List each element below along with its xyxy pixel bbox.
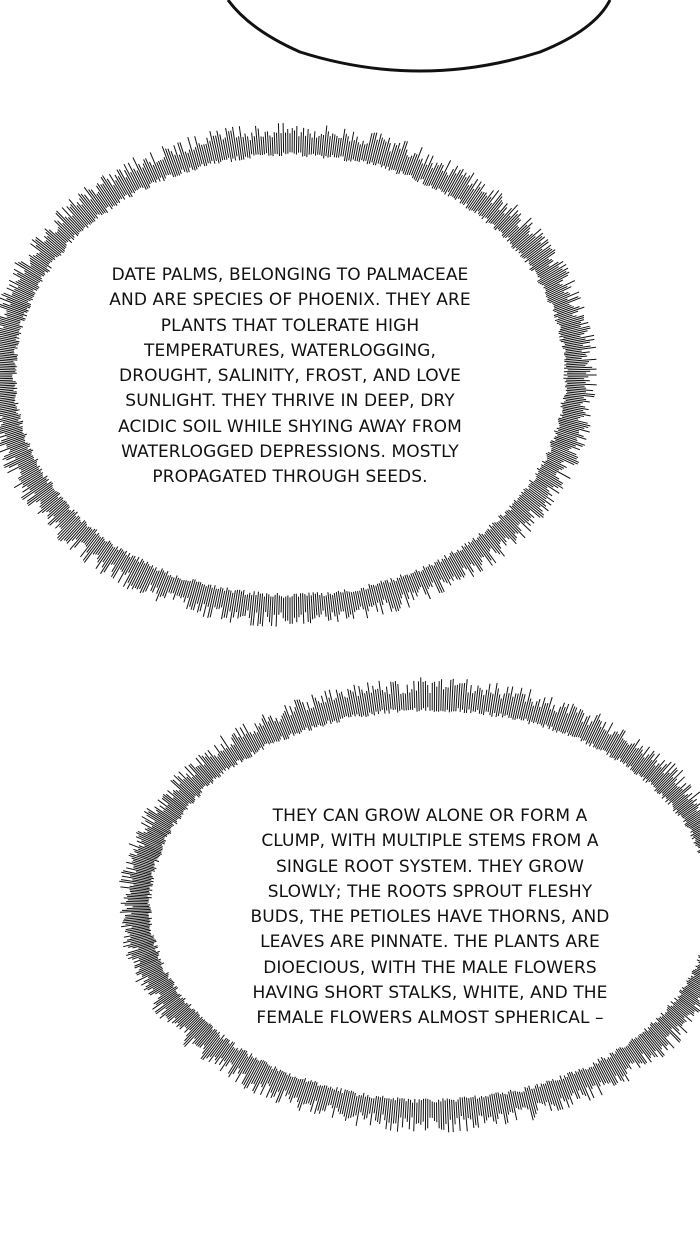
narration-line: SINGLE ROOT SYSTEM. THEY GROW — [275, 856, 584, 877]
narration-line: WATERLOGGED DEPRESSIONS. MOSTLY — [121, 442, 459, 463]
narration-line: FEMALE FLOWERS ALMOST SPHERICAL – — [256, 1008, 604, 1029]
narration-line: SLOWLY; THE ROOTS SPROUT FLESHY — [267, 881, 593, 902]
narration-line: SUNLIGHT. THEY THRIVE IN DEEP, DRY — [125, 391, 455, 412]
narration-line: AND ARE SPECIES OF PHOENIX. THEY ARE — [109, 290, 471, 311]
narration-line: PROPAGATED THROUGH SEEDS. — [152, 467, 428, 488]
narration-line: BUDS, THE PETIOLES HAVE THORNS, AND — [250, 907, 610, 928]
narration-line: LEAVES ARE PINNATE. THE PLANTS ARE — [260, 932, 600, 953]
narration-line: PLANTS THAT TOLERATE HIGH — [160, 315, 420, 336]
narration-line: HAVING SHORT STALKS, WHITE, AND THE — [252, 983, 608, 1004]
narration-line: CLUMP, WITH MULTIPLE STEMS FROM A — [261, 831, 599, 852]
narration-text-2 — [215, 804, 645, 1032]
narration-line: TEMPERATURES, WATERLOGGING, — [144, 340, 436, 361]
narration-line: DIOECIOUS, WITH THE MALE FLOWERS — [263, 957, 597, 978]
narration-line: THEY CAN GROW ALONE OR FORM A — [272, 806, 588, 826]
narration-text-1 — [70, 263, 510, 491]
narration-line: ACIDIC SOIL WHILE SHYING AWAY FROM — [118, 416, 462, 437]
narration-line: DROUGHT, SALINITY, FROST, AND LOVE — [119, 366, 461, 387]
narration-line: DATE PALMS, BELONGING TO PALMACEAE — [111, 265, 469, 285]
